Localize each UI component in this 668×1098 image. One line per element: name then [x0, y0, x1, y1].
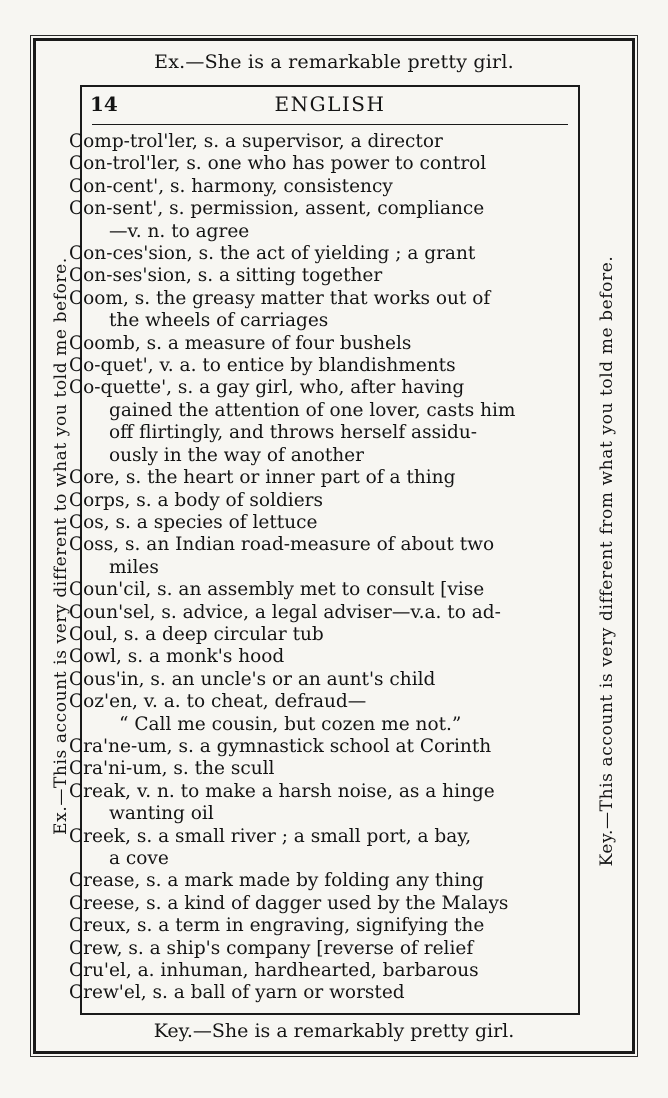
dictionary-entry: Co-quette', s. a gay girl, who, after having: [69, 377, 465, 399]
entry-continuation: ously in the way of another: [109, 444, 364, 466]
dictionary-entry: Co-quet', v. a. to entice by blandishments: [69, 355, 456, 377]
page-header: [82, 87, 578, 123]
dictionary-entry: Creese, s. a kind of dagger used by the Malays: [69, 892, 509, 914]
entry-continuation: gained the attention of one lover, casts him: [109, 399, 516, 421]
dictionary-entry: Cru'el, a. inhuman, hardhearted, barbarous: [69, 960, 479, 982]
dictionary-entry: Comp-trol'ler, s. a supervisor, a director: [69, 131, 443, 152]
entry-continuation: miles: [109, 556, 159, 578]
dictionary-entry: Coun'sel, s. advice, a legal adviser—v.a. to ad-: [69, 601, 501, 623]
dictionary-entry: Cra'ne-um, s. a gymnastick school at Corinth: [69, 735, 492, 757]
dictionary-entry: Crew'el, s. a ball of yarn or worsted: [69, 982, 405, 1004]
entry-continuation: —v. n. to agree: [109, 220, 250, 242]
dictionary-entry: Coom, s. the greasy matter that works out of: [69, 287, 491, 309]
page-number: 14: [90, 92, 118, 116]
right-side-key: Key.—This account is very different from what you told me before.: [597, 255, 617, 867]
dictionary-entry: Creek, s. a small river ; a small port, a bay,: [69, 825, 472, 847]
entry-list: [69, 131, 572, 1005]
dictionary-entry: Crease, s. a mark made by folding any thing: [69, 870, 484, 892]
dictionary-entry: Crew, s. a ship's company [reverse of relief: [69, 937, 474, 959]
dictionary-page: [69, 85, 580, 1015]
dictionary-entry: Cra'ni-um, s. the scull: [69, 758, 275, 780]
dictionary-entry: Con-ces'sion, s. the act of yielding ; a grant: [69, 243, 476, 265]
dictionary-entry: Cowl, s. a monk's hood: [69, 646, 285, 668]
entry-continuation: a cove: [109, 848, 169, 869]
dictionary-entry: Coomb, s. a measure of four bushels: [69, 332, 412, 354]
entry-quotation: “ Call me cousin, but cozen me not.”: [119, 713, 462, 735]
dictionary-entry: Con-trol'ler, s. one who has power to control: [69, 153, 487, 175]
dictionary-entry: Coz'en, v. a. to cheat, defraud—: [69, 691, 367, 713]
dictionary-entry: Corps, s. a body of soldiers: [69, 489, 324, 511]
running-title: ENGLISH: [274, 92, 386, 116]
dictionary-entry: Cous'in, s. an uncle's or an aunt's child: [69, 668, 436, 690]
page-frame: [33, 38, 635, 1054]
dictionary-entry: Creux, s. a term in engraving, signifying the: [69, 915, 485, 937]
dictionary-entry: Coss, s. an Indian road-measure of about two: [69, 534, 495, 556]
entry-continuation: wanting oil: [109, 803, 214, 825]
dictionary-entry: Con-ses'sion, s. a sitting together: [69, 265, 383, 287]
dictionary-entry: Coun'cil, s. an assembly met to consult [vise: [69, 579, 485, 601]
dictionary-entry: Core, s. the heart or inner part of a thing: [69, 467, 456, 489]
left-side-example: Ex.—This account is very different to what you told me before.: [51, 257, 71, 835]
dictionary-entry: Con-sent', s. permission, assent, compliance: [69, 198, 485, 220]
bottom-key-line: Key.—She is a remarkably pretty girl.: [153, 1020, 515, 1042]
header-rule: [92, 124, 568, 125]
dictionary-entry: Creak, v. n. to make a harsh noise, as a hinge: [69, 780, 495, 802]
entry-continuation: off flirtingly, and throws herself assidu-: [109, 422, 477, 444]
dictionary-entry: Coul, s. a deep circular tub: [69, 623, 324, 645]
dictionary-entry: Cos, s. a species of lettuce: [69, 511, 318, 533]
entry-continuation: the wheels of carriages: [109, 310, 329, 332]
top-example-line: Ex.—She is a remarkable pretty girl.: [154, 51, 514, 73]
dictionary-entry: Con-cent', s. harmony, consistency: [69, 175, 393, 197]
